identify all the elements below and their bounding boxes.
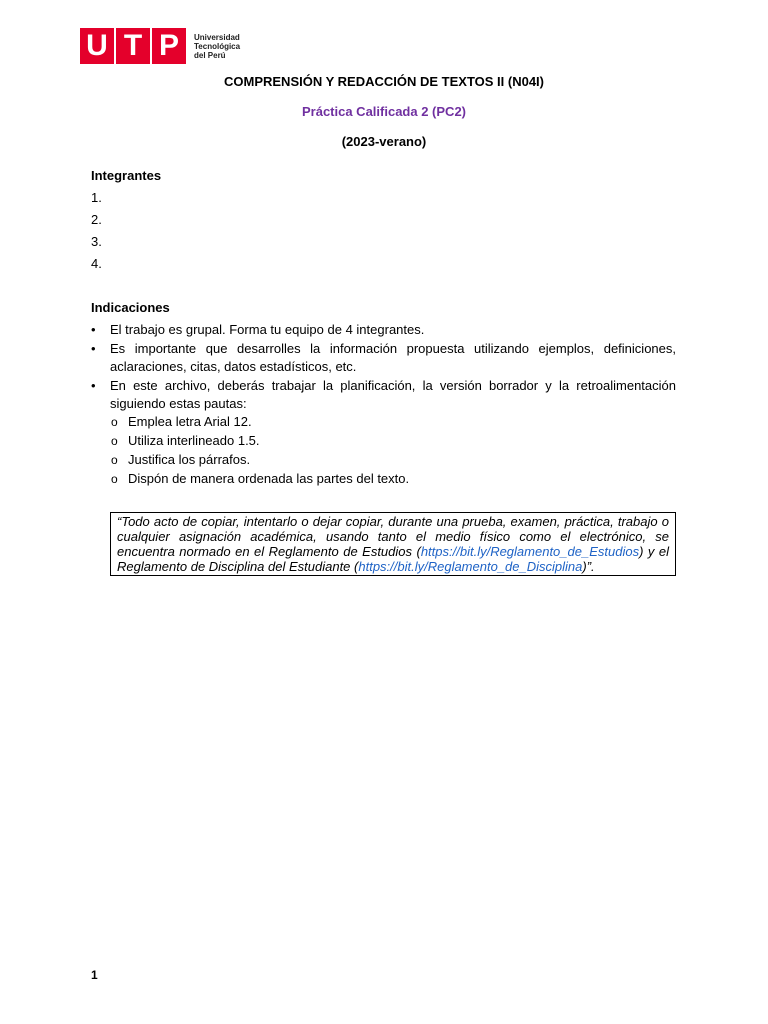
course-title: COMPRENSIÓN Y REDACCIÓN DE TEXTOS II (N04I) <box>224 74 544 89</box>
instruction-item <box>91 321 676 339</box>
guideline-item: o Justifica los párrafos. <box>110 451 676 469</box>
member-3: 3. <box>91 234 102 249</box>
logo-letter-u: U <box>80 28 114 64</box>
instruction-text: En este archivo, deberás trabajar la planificación, la versión borrador y la retroalimentación siguiendo estas pautas: <box>110 378 676 411</box>
utp-logo <box>80 28 255 64</box>
member-4: 4. <box>91 256 102 271</box>
logo-letter-t: T <box>116 28 150 64</box>
notice-text-3: )”. <box>582 559 595 574</box>
guidelines-list <box>110 413 676 488</box>
logo-text-line1: Universidad <box>194 32 240 42</box>
instruction-item <box>91 340 676 376</box>
logo-letter-p: P <box>152 28 186 64</box>
studies-regulation-link[interactable]: https://bit.ly/Reglamento_de_Estudios <box>420 544 640 559</box>
member-2: 2. <box>91 212 102 227</box>
guideline-item: o Utiliza interlineado 1.5. <box>110 432 676 450</box>
academic-integrity-notice <box>110 512 676 576</box>
page-number: 1 <box>91 968 98 982</box>
exam-title: Práctica Calificada 2 (PC2) <box>301 104 467 119</box>
instruction-item <box>91 377 676 488</box>
logo-wordmark <box>194 33 240 60</box>
guideline-item: o Dispón de manera ordenada las partes del texto. <box>110 470 676 488</box>
logo-text-line2: Tecnológica <box>194 41 241 51</box>
instructions-list <box>91 321 676 489</box>
logo-mark <box>80 28 188 64</box>
instructions-heading: Indicaciones <box>91 300 170 315</box>
notice-text-2: ) y el Reglamento de Disciplina del Estudiante ( <box>117 544 669 574</box>
exam-period: (2023-verano) <box>341 134 427 149</box>
notice-text-1: “Todo acto de copiar, intentarlo o dejar copiar, durante una prueba, examen, práctica, trabajo o cualquier asignación académica, usando tanto el medio físico como el electrónico, se encuentra normado en el Reglamento de Estudios ( <box>117 514 669 559</box>
member-1: 1. <box>91 190 102 205</box>
guideline-item: o Emplea letra Arial 12. <box>110 413 676 431</box>
members-heading: Integrantes <box>91 168 162 183</box>
discipline-regulation-link[interactable]: https://bit.ly/Reglamento_de_Disciplina <box>358 559 583 574</box>
instruction-text: Es importante que desarrolles la información propuesta utilizando ejemplos, definiciones, aclaraciones, citas, datos estadísticos, etc. <box>110 341 676 374</box>
instruction-text: El trabajo es grupal. Forma tu equipo de 4 integrantes. <box>110 322 425 337</box>
logo-text-line3: del Perú <box>194 50 226 60</box>
